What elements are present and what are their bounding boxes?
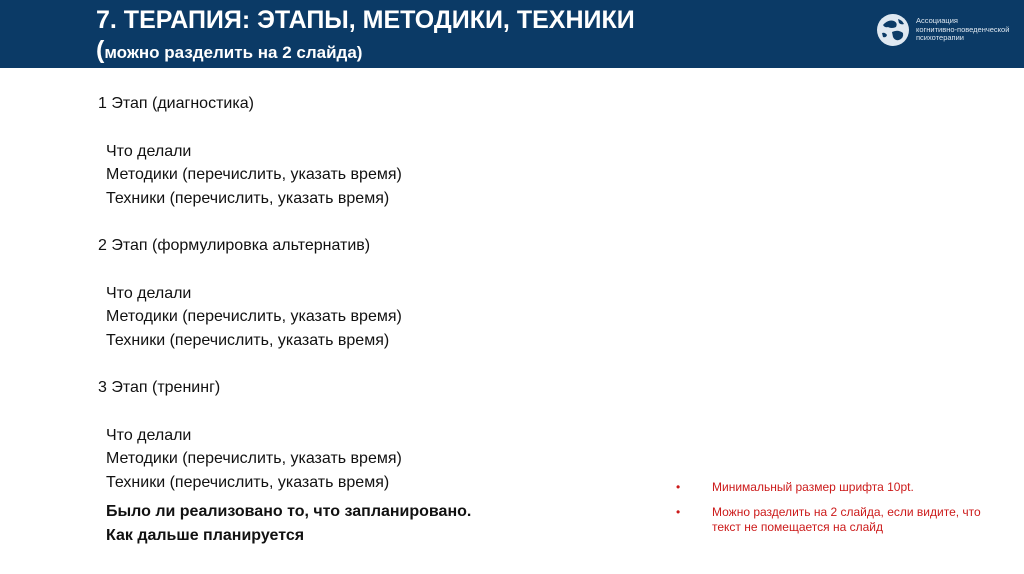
note-item xyxy=(676,505,1006,535)
slide-title: 7. ТЕРАПИЯ: ЭТАПЫ, МЕТОДИКИ, ТЕХНИКИ xyxy=(96,6,635,34)
bullet-icon: • xyxy=(676,505,681,519)
slide-subtitle xyxy=(96,36,362,65)
formatting-notes xyxy=(676,480,1006,545)
logo-text xyxy=(916,17,1009,43)
logo-line: когнитивно-поведенческой xyxy=(916,24,1010,34)
slide-header xyxy=(0,0,1024,68)
note-text: Минимальный размер шрифта 10pt. xyxy=(712,480,914,494)
final-questions xyxy=(98,500,658,547)
stage-3 xyxy=(98,376,658,494)
stage-title: 1 Этап (диагностика) xyxy=(98,95,254,112)
stage-items xyxy=(98,140,658,211)
stage-item: Методики (перечислить, указать время) xyxy=(106,450,402,467)
stage-items xyxy=(98,424,658,495)
stage-item: Техники (перечислить, указать время) xyxy=(106,331,390,349)
logo-line: психотерапии xyxy=(916,33,964,42)
stage-item: Что делали xyxy=(106,284,192,302)
stage-item: Методики (перечислить, указать время) xyxy=(106,308,402,325)
bullet-icon: • xyxy=(676,480,681,494)
stage-item: Что делали xyxy=(106,426,192,444)
subtitle-open-paren: ( xyxy=(96,36,105,64)
stage-title: 3 Этап (тренинг) xyxy=(98,379,221,396)
association-logo xyxy=(876,12,1016,52)
stage-2 xyxy=(98,234,658,352)
logo-line: Ассоциация xyxy=(916,16,958,25)
final-line-1: Было ли реализовано то, что запланировано. xyxy=(106,503,472,520)
globe-icon xyxy=(876,13,910,47)
stage-1 xyxy=(98,92,658,210)
stage-items xyxy=(98,282,658,353)
stage-item: Техники (перечислить, указать время) xyxy=(106,473,390,491)
note-item xyxy=(676,480,1006,495)
slide-body xyxy=(98,92,658,547)
stage-item: Техники (перечислить, указать время) xyxy=(106,189,390,207)
subtitle-text: можно разделить на 2 слайда) xyxy=(104,43,363,62)
stage-item: Что делали xyxy=(106,142,192,160)
final-line-2: Как дальше планируется xyxy=(106,526,305,544)
stage-item: Методики (перечислить, указать время) xyxy=(106,166,402,183)
note-text: Можно разделить на 2 слайда, если видите, что текст не помещается на слайд xyxy=(712,505,981,534)
stage-title: 2 Этап (формулировка альтернатив) xyxy=(98,237,371,254)
